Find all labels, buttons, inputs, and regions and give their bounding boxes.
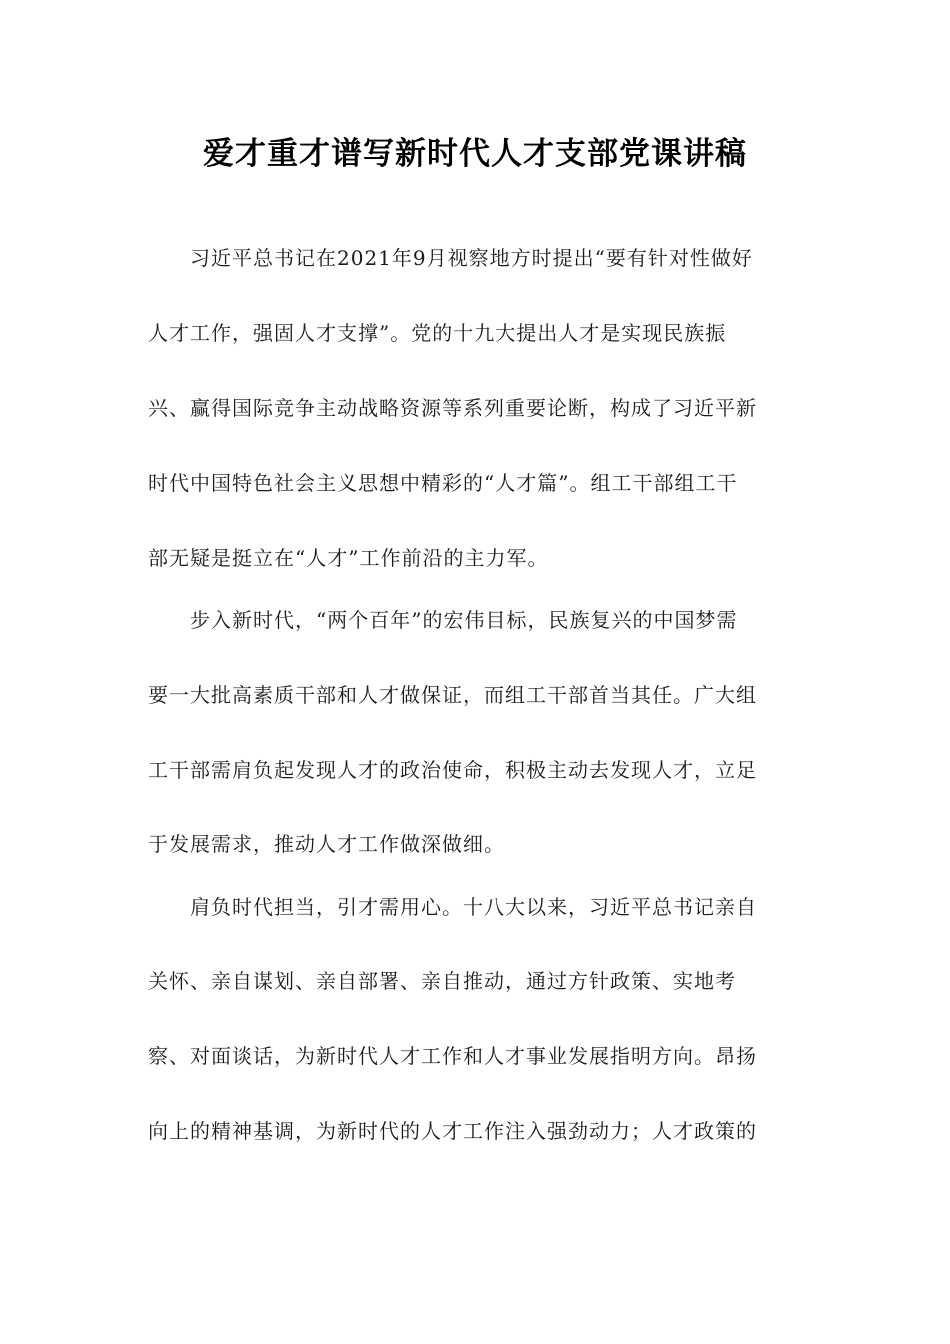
document-title: 爱才重才谱写新时代人才支部党课讲稿 — [203, 136, 747, 172]
paragraph-3-line-3: 察、对面谈话，为新时代人才工作和人才事业发展指明方向。昂扬 — [148, 1044, 757, 1068]
paragraph-1-line-5: 部无疑是挺立在“人才”工作前沿的主力军。 — [148, 546, 549, 570]
paragraph-1-line-2: 人才工作，强固人才支撑”。党的十九大提出人才是实现民族振 — [148, 321, 727, 345]
paragraph-3-line-2: 关怀、亲自谋划、亲自部署、亲自推动，通过方针政策、实地考 — [148, 969, 736, 993]
paragraph-1-line-4: 时代中国特色社会主义思想中精彩的“人才篇”。组工干部组工干 — [148, 471, 738, 495]
paragraph-2-line-2: 要一大批高素质干部和人才做保证，而组工干部首当其任。广大组 — [148, 683, 757, 707]
paragraph-2-line-1: 步入新时代，“两个百年”的宏伟目标，民族复兴的中国梦需 — [190, 608, 738, 632]
paragraph-2-line-3: 工干部需肩负起发现人才的政治使命，积极主动去发现人才，立足 — [148, 758, 757, 782]
paragraph-3-line-1: 肩负时代担当，引才需用心。十八大以来，习近平总书记亲自 — [190, 895, 757, 919]
paragraph-3-line-4: 向上的精神基调，为新时代的人才工作注入强劲动力；人才政策的 — [148, 1119, 757, 1143]
paragraph-1-line-3: 兴、赢得国际竞争主动战略资源等系列重要论断，构成了习近平新 — [148, 396, 757, 420]
paragraph-2-line-4: 于发展需求，推动人才工作做深做细。 — [148, 832, 505, 856]
paragraph-1-line-1: 习近平总书记在2021年9月视察地方时提出“要有针对性做好 — [190, 246, 753, 270]
